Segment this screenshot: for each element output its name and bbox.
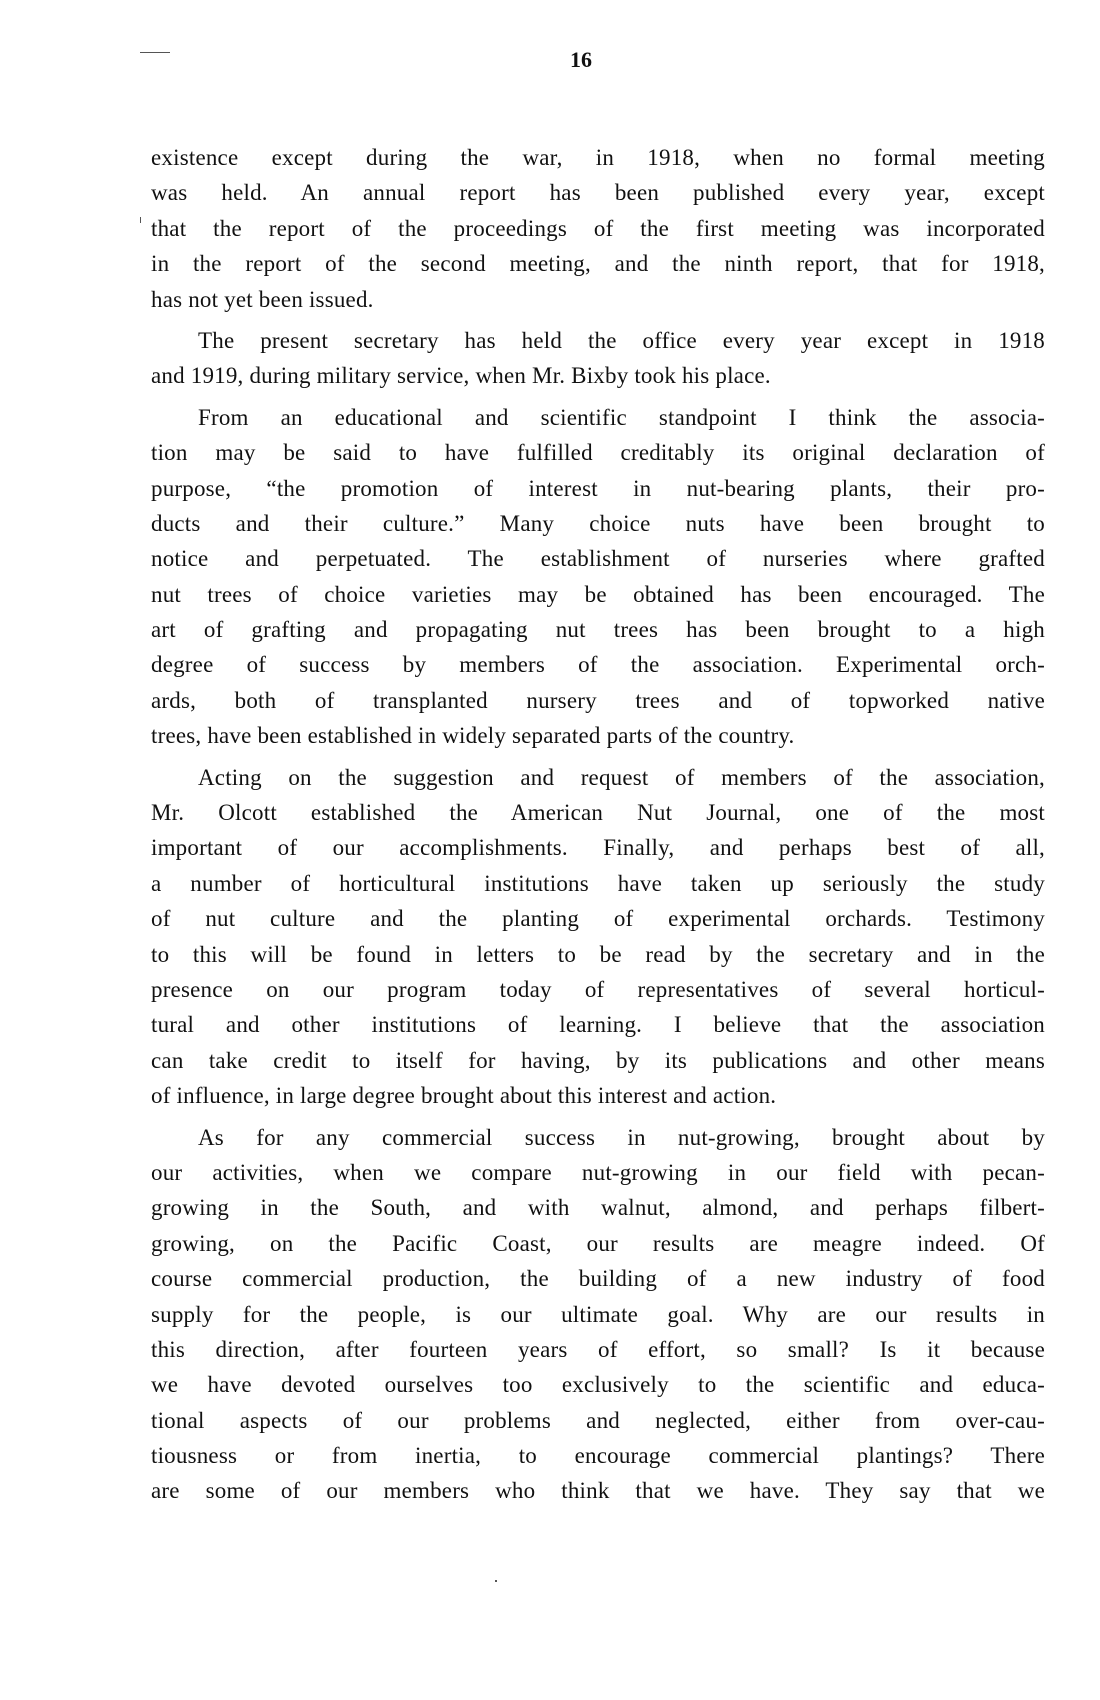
text-line: a number of horticultural institutions have taken up seriously the study: [151, 870, 1045, 896]
text-line: art of grafting and propagating nut trees has been brought to a high: [151, 617, 1045, 643]
paragraph: [151, 400, 1045, 754]
text-line: in the report of the second meeting, and the ninth report, that for 1918,: [151, 251, 1045, 277]
text-line: ducts and their culture.” Many choice nuts have been brought to: [151, 510, 1045, 536]
text-line: ards, both of transplanted nursery trees and of topworked native: [151, 687, 1045, 713]
scan-speck: [495, 1580, 497, 1582]
text-line: Acting on the suggestion and request of members of the association,: [198, 764, 1045, 790]
text-line: trees, have been established in widely separated parts of the country.: [151, 723, 795, 749]
text-line: course commercial production, the building of a new industry of food: [151, 1266, 1045, 1292]
paragraph: [151, 323, 1045, 394]
text-line: has not yet been issued.: [151, 286, 374, 312]
text-line: growing, on the Pacific Coast, our results are meagre indeed. Of: [151, 1230, 1045, 1256]
text-line: tional aspects of our problems and neglected, either from over-cau-: [151, 1407, 1045, 1433]
text-line: are some of our members who think that we have. They say that we: [151, 1478, 1045, 1504]
text-line: Mr. Olcott established the American Nut Journal, one of the most: [151, 800, 1045, 826]
text-line: growing in the South, and with walnut, almond, and perhaps filbert-: [151, 1195, 1045, 1221]
paragraph: [151, 1120, 1045, 1509]
text-line: tural and other institutions of learning. I believe that the association: [151, 1012, 1045, 1038]
text-line: was held. An annual report has been published every year, except: [151, 180, 1045, 206]
text-line: of nut culture and the planting of experimental orchards. Testimony: [151, 906, 1045, 932]
text-line: and 1919, during military service, when Mr. Bixby took his place.: [151, 363, 771, 389]
text-line: From an educational and scientific standpoint I think the associa-: [198, 404, 1045, 430]
paragraph: [151, 140, 1045, 317]
paragraph: [151, 760, 1045, 1114]
text-line: this direction, after fourteen years of effort, so small? Is it because: [151, 1336, 1045, 1362]
text-line: supply for the people, is our ultimate goal. Why are our results in: [151, 1301, 1045, 1327]
text-line: we have devoted ourselves too exclusively to the scientific and educa-: [151, 1372, 1045, 1398]
text-line: our activities, when we compare nut-growing in our field with pecan-: [151, 1159, 1045, 1185]
text-line: to this will be found in letters to be read by the secretary and in the: [151, 941, 1045, 967]
scan-mark: [140, 52, 170, 53]
text-line: of influence, in large degree brought about this interest and action.: [151, 1083, 777, 1109]
text-line: purpose, “the promotion of interest in nut-bearing plants, their pro-: [151, 475, 1045, 501]
text-line: can take credit to itself for having, by its publications and other means: [151, 1047, 1045, 1073]
text-line: that the report of the proceedings of the first meeting was incorporated: [151, 215, 1045, 241]
text-line: presence on our program today of representatives of several horticul-: [151, 976, 1045, 1002]
text-line: important of our accomplishments. Finally, and perhaps best of all,: [151, 835, 1045, 861]
body-text: [151, 140, 1045, 1515]
text-line: existence except during the war, in 1918, when no formal meeting: [151, 145, 1045, 170]
page-number: 16: [570, 47, 592, 72]
text-line: As for any commercial success in nut-growing, brought about by: [198, 1124, 1045, 1150]
text-line: The present secretary has held the office every year except in 1918: [198, 327, 1045, 353]
text-line: nut trees of choice varieties may be obtained has been encouraged. The: [151, 581, 1045, 607]
scan-speck: [140, 217, 141, 223]
text-line: tion may be said to have fulfilled creditably its original declaration of: [151, 440, 1045, 466]
text-line: tiousness or from inertia, to encourage commercial plantings? There: [151, 1443, 1045, 1469]
text-line: degree of success by members of the association. Experimental orch-: [151, 652, 1045, 678]
text-line: notice and perpetuated. The establishment of nurseries where grafted: [151, 546, 1045, 572]
